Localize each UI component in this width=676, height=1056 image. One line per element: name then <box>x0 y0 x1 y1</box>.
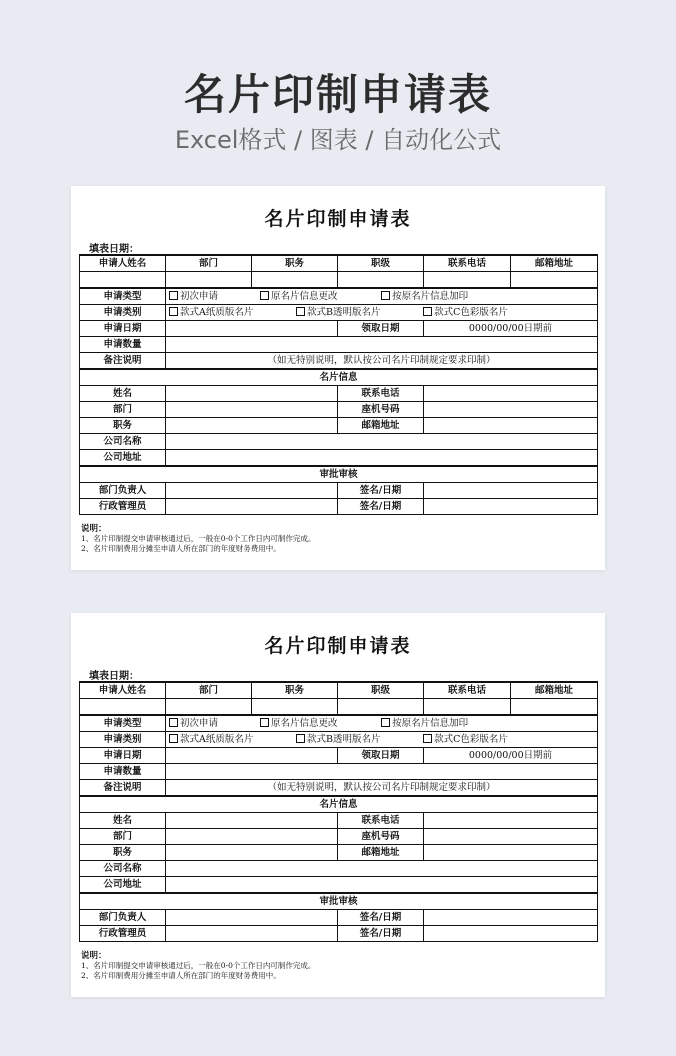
admin-manager-row <box>80 926 598 942</box>
card-info-section-row <box>80 369 598 386</box>
remark-value[interactable]: （如无特别说明，默认按公司名片印制规定要求印制） <box>166 780 598 797</box>
company-name-row <box>80 861 598 877</box>
company-address-row <box>80 450 598 467</box>
admin-manager-label: 行政管理员 <box>80 926 166 942</box>
option-change[interactable] <box>260 289 378 304</box>
dept-head-row <box>80 910 598 926</box>
checkbox-icon[interactable] <box>381 291 390 300</box>
apply-type-row <box>80 715 598 732</box>
header-applicant-name: 申请人姓名 <box>80 682 166 699</box>
checkbox-icon[interactable] <box>423 734 432 743</box>
position-label: 职务 <box>80 418 166 434</box>
apply-date-label: 申请日期 <box>80 748 166 764</box>
name-label: 姓名 <box>80 386 166 402</box>
card-info-section-row <box>80 796 598 813</box>
form-sheet-2 <box>71 613 605 997</box>
fill-date-label: 填表日期： <box>89 244 139 255</box>
admin-manager-row <box>80 499 598 515</box>
sign-date-label: 签名/日期 <box>338 910 424 926</box>
checkbox-icon[interactable] <box>169 291 178 300</box>
position-cell[interactable] <box>252 272 338 289</box>
checkbox-icon[interactable] <box>260 291 269 300</box>
notes <box>81 524 599 554</box>
apply-date-cell[interactable] <box>166 748 338 764</box>
option-style-c[interactable] <box>423 732 508 747</box>
option-label: 款式C色彩版名片 <box>434 307 508 318</box>
pickup-date-label: 领取日期 <box>338 748 424 764</box>
dept-head-sign-cell[interactable] <box>424 483 598 499</box>
department-cell[interactable] <box>166 699 252 716</box>
rank-cell[interactable] <box>338 699 424 716</box>
notes-heading: 说明： <box>81 524 107 534</box>
company-name-cell[interactable] <box>166 861 598 877</box>
hero-subtitle: Excel格式 / 图表 / 自动化公式 <box>174 126 502 154</box>
applicant-input-row <box>80 272 598 289</box>
header-row <box>80 682 598 699</box>
position-label: 职务 <box>80 845 166 861</box>
dept-head-sign-cell[interactable] <box>424 910 598 926</box>
name-label: 姓名 <box>80 813 166 829</box>
form-sheet-1 <box>71 186 605 570</box>
card-position-cell[interactable] <box>166 845 338 861</box>
card-dept-cell[interactable] <box>166 829 338 845</box>
dept-label: 部门 <box>80 829 166 845</box>
dept-head-row <box>80 483 598 499</box>
quantity-cell[interactable] <box>166 337 598 353</box>
option-style-b[interactable] <box>296 305 420 320</box>
apply-type-options <box>166 288 598 305</box>
applicant-input-row <box>80 699 598 716</box>
email-label: 邮箱地址 <box>338 418 424 434</box>
header-rank: 职级 <box>338 682 424 699</box>
checkbox-icon[interactable] <box>169 734 178 743</box>
option-change[interactable] <box>260 716 378 731</box>
position-row <box>80 845 598 861</box>
header-phone: 联系电话 <box>424 682 511 699</box>
card-phone-cell[interactable] <box>424 386 598 402</box>
company-address-label: 公司地址 <box>80 877 166 894</box>
remark-label: 备注说明 <box>80 353 166 370</box>
checkbox-icon[interactable] <box>260 718 269 727</box>
dept-head-label: 部门负责人 <box>80 483 166 499</box>
remark-value[interactable]: （如无特别说明，默认按公司名片印制规定要求印制） <box>166 353 598 370</box>
header-applicant-name: 申请人姓名 <box>80 255 166 272</box>
quantity-label: 申请数量 <box>80 337 166 353</box>
landline-cell[interactable] <box>424 829 598 845</box>
apply-type-label: 申请类型 <box>80 715 166 732</box>
applicant-name-cell[interactable] <box>80 272 166 289</box>
email-cell[interactable] <box>511 272 598 289</box>
name-row <box>80 813 598 829</box>
note-1: 1、名片印制提交申请审核通过后，一般在0-0个工作日内可制作完成。 <box>81 534 316 543</box>
pickup-date-label: 领取日期 <box>338 321 424 337</box>
dept-head-cell[interactable] <box>166 910 338 926</box>
apply-date-cell[interactable] <box>166 321 338 337</box>
option-label: 初次申请 <box>180 718 219 729</box>
option-initial[interactable] <box>169 289 257 304</box>
landline-label: 座机号码 <box>338 402 424 418</box>
card-position-cell[interactable] <box>166 418 338 434</box>
notes <box>81 951 599 981</box>
card-dept-cell[interactable] <box>166 402 338 418</box>
company-name-label: 公司名称 <box>80 861 166 877</box>
card-email-cell[interactable] <box>424 845 598 861</box>
application-table <box>79 254 598 515</box>
apply-category-label: 申请类别 <box>80 732 166 748</box>
option-initial[interactable] <box>169 716 257 731</box>
apply-date-label: 申请日期 <box>80 321 166 337</box>
quantity-row <box>80 337 598 353</box>
remark-row <box>80 353 598 370</box>
card-phone-cell[interactable] <box>424 813 598 829</box>
landline-label: 座机号码 <box>338 829 424 845</box>
checkbox-icon[interactable] <box>296 307 305 316</box>
header-row <box>80 255 598 272</box>
checkbox-icon[interactable] <box>296 734 305 743</box>
option-label: 原名片信息更改 <box>271 291 338 302</box>
admin-manager-sign-cell[interactable] <box>424 926 598 942</box>
header-phone: 联系电话 <box>424 255 511 272</box>
rank-cell[interactable] <box>338 272 424 289</box>
form-title: 名片印制申请表 <box>264 635 412 657</box>
option-label: 款式B透明版名片 <box>307 307 381 318</box>
dept-head-label: 部门负责人 <box>80 910 166 926</box>
quantity-cell[interactable] <box>166 764 598 780</box>
apply-category-row <box>80 305 598 321</box>
checkbox-icon[interactable] <box>169 718 178 727</box>
approval-section-row <box>80 893 598 910</box>
option-label: 款式C色彩版名片 <box>434 734 508 745</box>
sign-date-label: 签名/日期 <box>338 483 424 499</box>
quantity-label: 申请数量 <box>80 764 166 780</box>
quantity-row <box>80 764 598 780</box>
application-table <box>79 681 598 942</box>
company-name-row <box>80 434 598 450</box>
company-name-cell[interactable] <box>166 434 598 450</box>
option-label: 款式A纸质版名片 <box>180 307 254 318</box>
option-label: 款式B透明版名片 <box>307 734 381 745</box>
option-label: 原名片信息更改 <box>271 718 338 729</box>
company-address-row <box>80 877 598 894</box>
header-position: 职务 <box>252 255 338 272</box>
name-cell[interactable] <box>166 813 338 829</box>
note-2: 2、名片印制费用分摊至申请人所在部门的年度财务费用中。 <box>81 971 281 980</box>
option-reprint[interactable] <box>381 289 468 304</box>
apply-category-label: 申请类别 <box>80 305 166 321</box>
remark-row <box>80 780 598 797</box>
option-style-a[interactable] <box>169 305 293 320</box>
sign-date-label: 签名/日期 <box>338 499 424 515</box>
card-info-section-title: 名片信息 <box>80 369 598 386</box>
apply-category-options <box>166 732 598 748</box>
fill-date-label: 填表日期： <box>89 671 139 682</box>
landline-cell[interactable] <box>424 402 598 418</box>
pickup-date-value[interactable]: 0000/00/00日期前 <box>424 748 598 764</box>
apply-type-label: 申请类型 <box>80 288 166 305</box>
admin-manager-label: 行政管理员 <box>80 499 166 515</box>
dept-row <box>80 829 598 845</box>
option-label: 款式A纸质版名片 <box>180 734 254 745</box>
position-row <box>80 418 598 434</box>
admin-manager-cell[interactable] <box>166 926 338 942</box>
email-label: 邮箱地址 <box>338 845 424 861</box>
option-style-b[interactable] <box>296 732 420 747</box>
apply-date-row <box>80 748 598 764</box>
apply-category-row <box>80 732 598 748</box>
checkbox-icon[interactable] <box>169 307 178 316</box>
name-row <box>80 386 598 402</box>
checkbox-icon[interactable] <box>423 307 432 316</box>
phone-label: 联系电话 <box>338 386 424 402</box>
approval-section-title: 审批审核 <box>80 466 598 483</box>
company-address-label: 公司地址 <box>80 450 166 467</box>
phone-cell[interactable] <box>424 272 511 289</box>
approval-section-row <box>80 466 598 483</box>
notes-heading: 说明： <box>81 951 107 961</box>
option-style-a[interactable] <box>169 732 293 747</box>
phone-cell[interactable] <box>424 699 511 716</box>
header-rank: 职级 <box>338 255 424 272</box>
company-address-cell[interactable] <box>166 877 598 894</box>
option-style-c[interactable] <box>423 305 508 320</box>
remark-label: 备注说明 <box>80 780 166 797</box>
company-address-cell[interactable] <box>166 450 598 467</box>
approval-section-title: 审批审核 <box>80 893 598 910</box>
position-cell[interactable] <box>252 699 338 716</box>
company-name-label: 公司名称 <box>80 434 166 450</box>
note-2: 2、名片印制费用分摊至申请人所在部门的年度财务费用中。 <box>81 544 281 553</box>
header-email: 邮箱地址 <box>511 255 598 272</box>
dept-row <box>80 402 598 418</box>
note-1: 1、名片印制提交申请审核通过后，一般在0-0个工作日内可制作完成。 <box>81 961 316 970</box>
department-cell[interactable] <box>166 272 252 289</box>
header-email: 邮箱地址 <box>511 682 598 699</box>
admin-manager-cell[interactable] <box>166 499 338 515</box>
dept-head-cell[interactable] <box>166 483 338 499</box>
apply-category-options <box>166 305 598 321</box>
hero-title: 名片印制申请表 <box>183 70 492 119</box>
option-label: 按原名片信息加印 <box>392 718 469 729</box>
header-department: 部门 <box>166 255 252 272</box>
header-department: 部门 <box>166 682 252 699</box>
applicant-name-cell[interactable] <box>80 699 166 716</box>
admin-manager-sign-cell[interactable] <box>424 499 598 515</box>
header-position: 职务 <box>252 682 338 699</box>
apply-date-row <box>80 321 598 337</box>
dept-label: 部门 <box>80 402 166 418</box>
option-label: 按原名片信息加印 <box>392 291 469 302</box>
form-title: 名片印制申请表 <box>264 208 412 230</box>
apply-type-options <box>166 715 598 732</box>
card-info-section-title: 名片信息 <box>80 796 598 813</box>
checkbox-icon[interactable] <box>381 718 390 727</box>
phone-label: 联系电话 <box>338 813 424 829</box>
sign-date-label: 签名/日期 <box>338 926 424 942</box>
apply-type-row <box>80 288 598 305</box>
option-label: 初次申请 <box>180 291 219 302</box>
option-reprint[interactable] <box>381 716 468 731</box>
card-email-cell[interactable] <box>424 418 598 434</box>
email-cell[interactable] <box>511 699 598 716</box>
pickup-date-value[interactable]: 0000/00/00日期前 <box>424 321 598 337</box>
name-cell[interactable] <box>166 386 338 402</box>
